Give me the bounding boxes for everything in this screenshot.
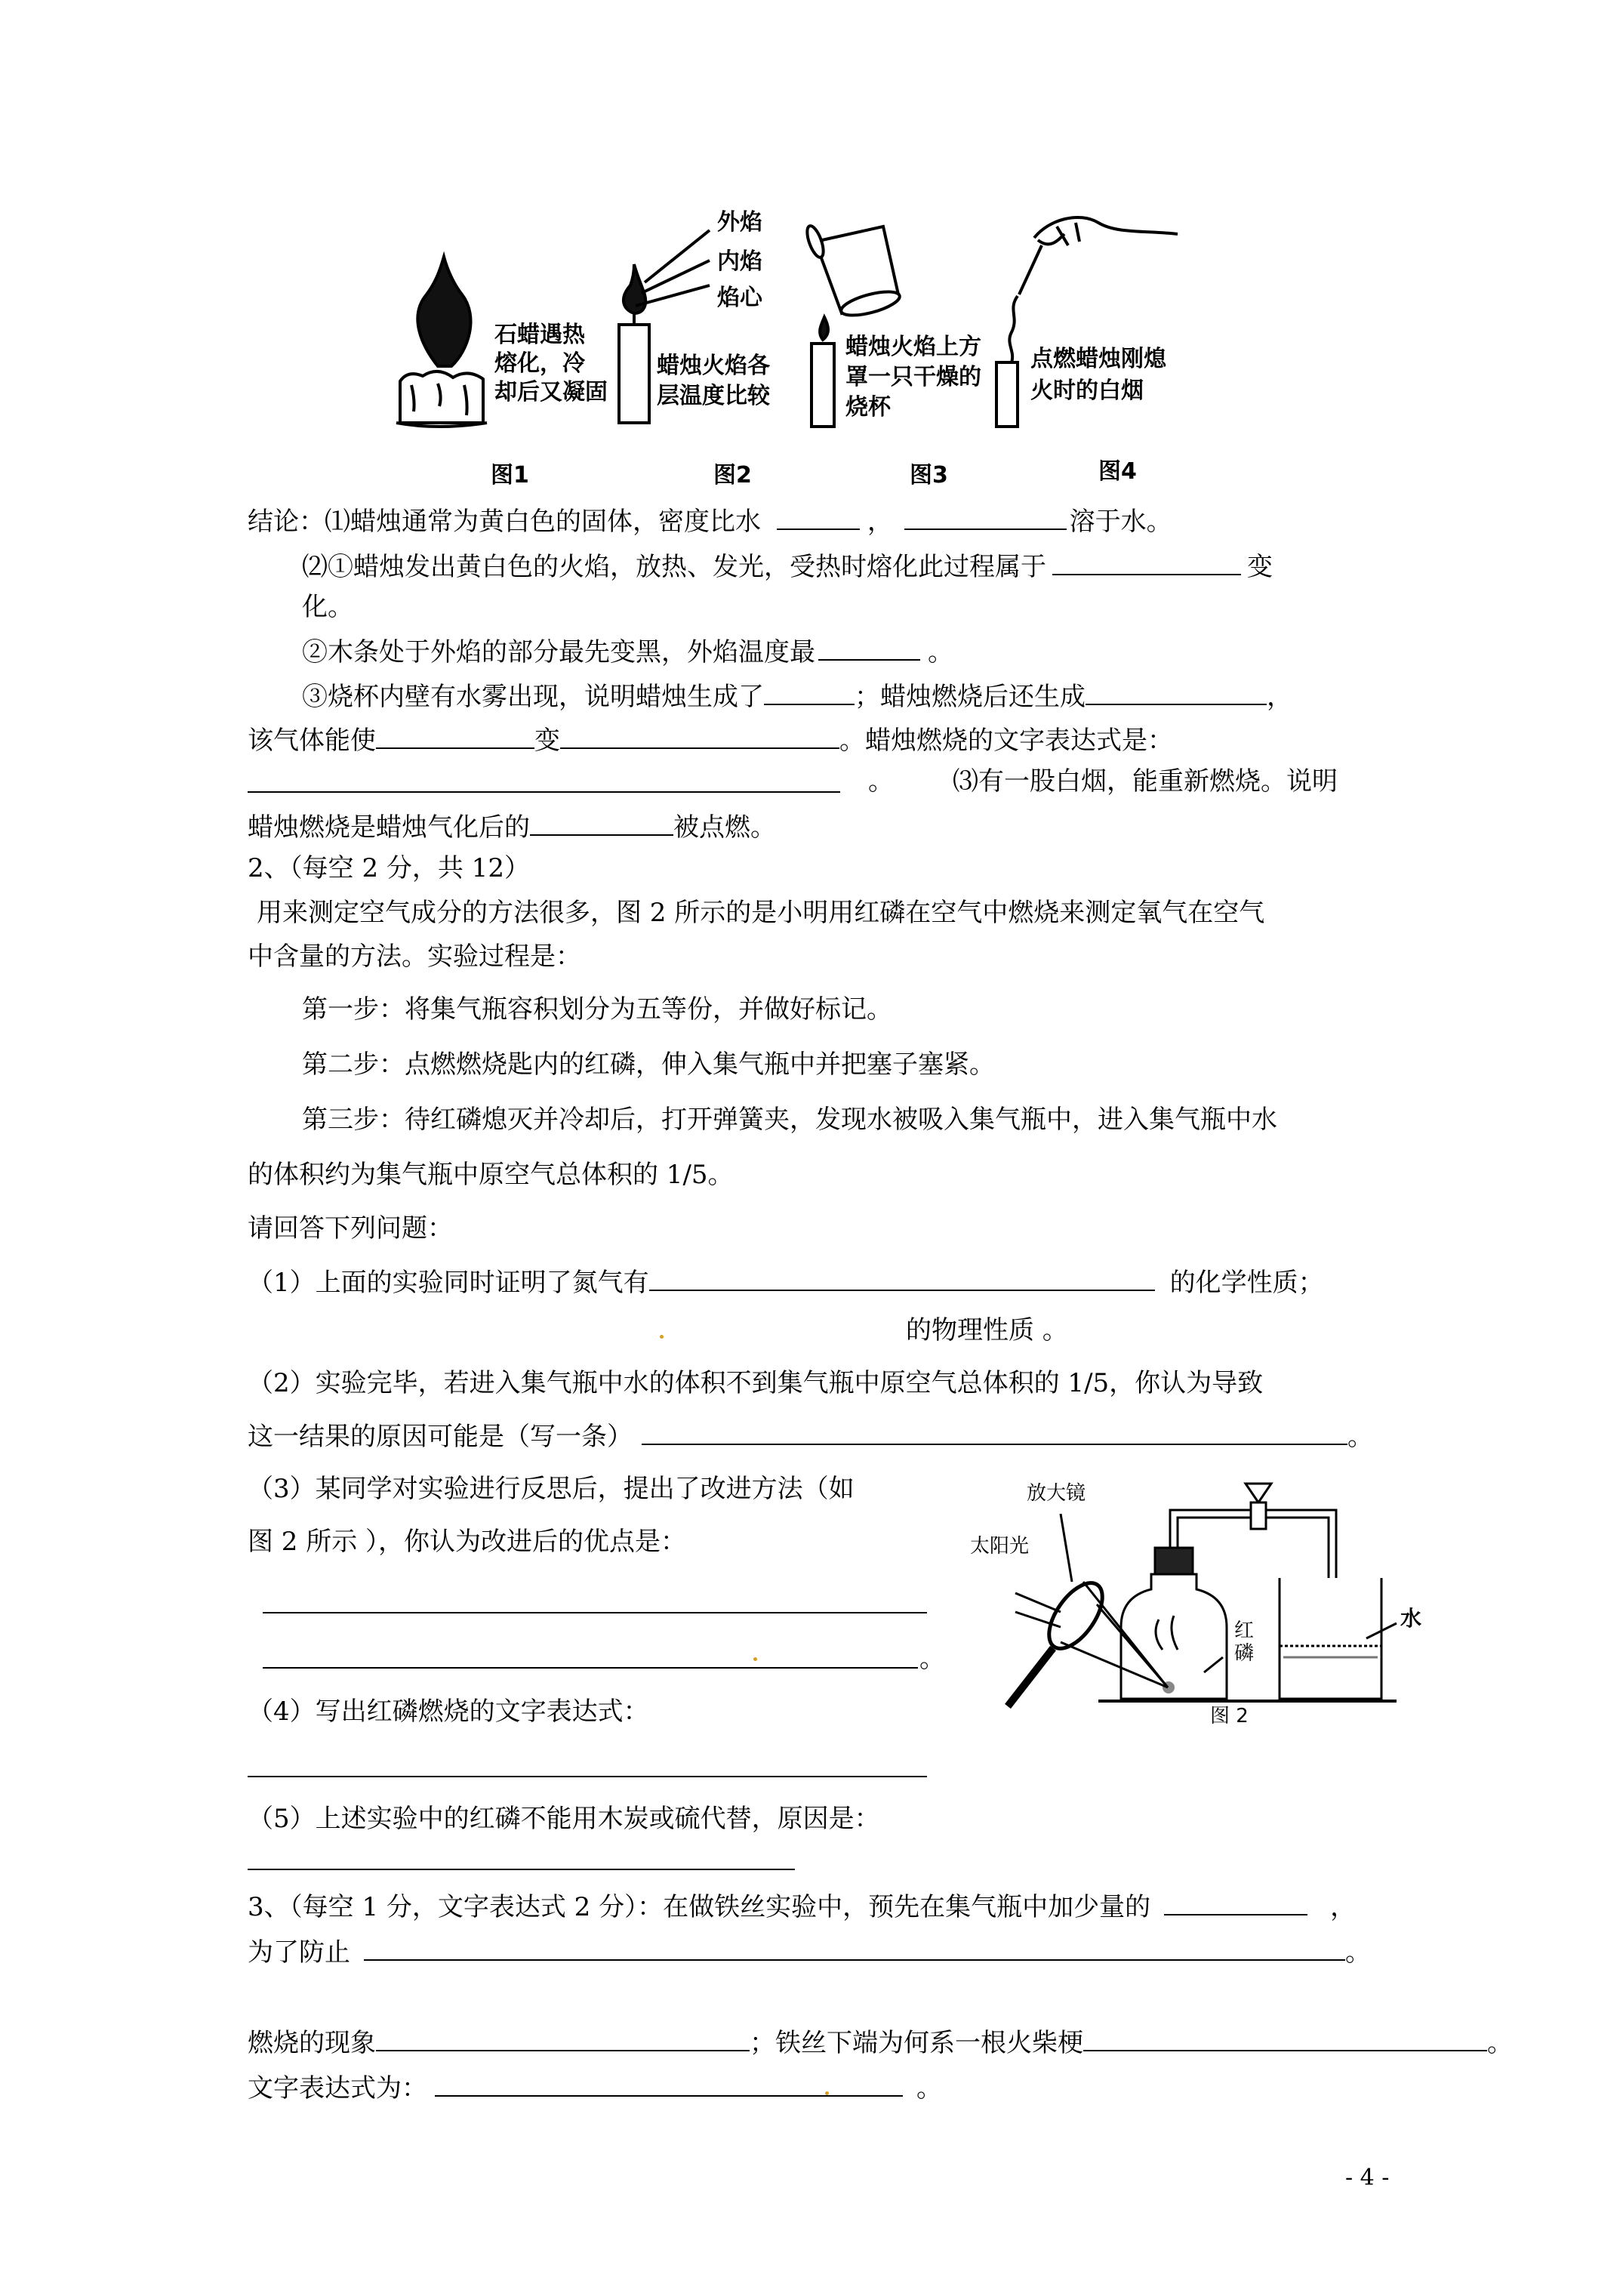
q3-line-4 [248,2073,942,2101]
text: 。 [1347,1422,1373,1452]
q2-sub5: （5）上述实验中的红磷不能用木炭或硫代替，原因是： [248,1804,880,1834]
answer-blank[interactable] [1086,681,1267,705]
answer-line[interactable] [263,1612,927,1613]
fig3-desc-line: 烧杯 [845,394,891,421]
conclusion-line-4 [302,636,953,665]
q2-sub3-line-1: （3）某同学对实验进行反思后，提出了改进方法（如 [248,1474,855,1504]
label-red-phosphorus [1234,1620,1254,1665]
q2-sub1-line-2: 的物理性质 。 [906,1315,1068,1345]
conclusion-line-7b: ⑶有一股白烟，能重新燃烧。说明 [953,766,1338,797]
text: 变 [1247,552,1273,582]
text: 蜡烛燃烧是蜡烛气化后的 [248,812,530,843]
label-water: 水 [1400,1606,1422,1631]
conclusion-line-7a: 。 [868,766,894,797]
answer-line[interactable] [263,1667,918,1669]
label-inner-flame: 内焰 [717,248,762,275]
text: 结论：⑴蜡烛通常为黄白色的固体，密度比水 [248,507,761,537]
stray-mark [660,1335,664,1339]
fig1-desc-line: 熔化，冷 [494,350,585,377]
q3-line-1 [248,1891,1356,1920]
q2-intro-2: 中含量的方法。实验过程是： [248,942,581,972]
fig3-desc-line: 罩一只干燥的 [845,364,981,390]
text: ⑵①蜡烛发出黄白色的火焰，放热、发光，受热时熔化此过程属于 [302,552,1046,582]
caption-fig2: 图2 [713,462,752,488]
conclusion-line-1 [248,506,1172,535]
q2-intro-1: 用来测定空气成分的方法很多，图 2 所示的是小明用红磷在空气中燃烧来测定氧气在空气 [257,898,1265,928]
answer-line[interactable] [248,1776,927,1777]
candle-figure [393,204,1208,430]
text: 3、（每空 1 分，文字表达式 2 分）：在做铁丝实验中，预先在集气瓶中加少量的 [248,1892,1151,1922]
conclusion-line-6 [248,725,1173,754]
fig1-desc-line: 却后又凝固 [494,379,608,405]
conclusion-line-5 [302,681,1292,710]
q2-sub4: （4）写出红磷燃烧的文字表达式： [248,1697,649,1727]
apparatus-drawing [970,1469,1438,1729]
fig4-desc-line: 点燃蜡烛刚熄 [1030,346,1166,372]
label-char: 磷 [1234,1642,1255,1665]
answer-blank[interactable] [777,506,860,530]
text: ②木条处于外焰的部分最先变黑，外焰温度最 [302,637,815,667]
text: 。 [916,2073,942,2103]
text: ， [1267,682,1292,712]
q2-step-1: 第一步：将集气瓶容积划分为五等份，并做好标记。 [302,994,892,1025]
answer-line[interactable] [248,1869,795,1870]
q2-sub3-line-2: 图 2 所示 ），你认为改进后的优点是： [248,1527,687,1557]
q2-sub2-line-2 [248,1421,1373,1450]
text: ；铁丝下端为何系一根火柴梗 [750,2028,1083,2058]
answer-blank[interactable] [530,812,673,836]
caption-figure-2: 图 2 [1210,1705,1249,1727]
q2-step-3a: 第三步：待红磷熄灭并冷却后，打开弹簧夹，发现水被吸入集气瓶中，进入集气瓶中水 [302,1105,1277,1135]
text: 为了防止 [248,1937,350,1968]
stray-mark [753,1657,757,1661]
caption-fig1: 图1 [491,462,529,488]
text: 。 [928,637,953,667]
fig3-desc-line: 蜡烛火焰上方 [845,334,981,360]
conclusion-line-8 [248,812,776,843]
text: 燃烧的现象 [248,2028,376,2058]
text: （1）上面的实验同时证明了氮气有 [248,1268,649,1298]
figure-2-apparatus [970,1469,1438,1729]
caption-fig3: 图3 [910,462,948,488]
q3-line-3 [248,2027,1513,2056]
q2-sub3-end: 。 [919,1644,945,1674]
answer-blank[interactable] [1083,2027,1487,2051]
label-flame-core: 焰心 [717,285,762,311]
q2-header: 2、（每空 2 分，共 12） [248,853,530,883]
page-number: - 4 - [1345,2165,1390,2191]
stray-mark [825,2091,829,2095]
q3-line-2 [248,1937,1371,1968]
q2-step-3b: 的体积约为集气瓶中原空气总体积的 1/5。 [248,1160,734,1190]
conclusion-line-2 [302,551,1273,580]
q2-prompt: 请回答下列问题： [248,1213,453,1244]
fig4-desc-line: 火时的白烟 [1030,378,1144,404]
text: 该气体能使 [248,726,376,756]
text: 。蜡烛燃烧的文字表达式是： [839,726,1173,756]
answer-blank[interactable] [642,1421,1347,1445]
label-magnifier: 放大镜 [1027,1482,1086,1505]
fig1-desc-line: 石蜡遇热 [494,322,585,348]
label-sunlight: 太阳光 [970,1535,1030,1558]
answer-blank[interactable] [1164,1891,1307,1915]
q2-sub2-line-1: （2）实验完毕，若进入集气瓶中水的体积不到集气瓶中原空气总体积的 1/5，你认为导致 [248,1368,1264,1398]
text: 变 [534,726,560,756]
text: ③烧杯内壁有水雾出现，说明蜡烛生成了 [302,682,764,712]
text: 被点燃。 [673,812,776,843]
fig2-desc-line: 层温度比较 [657,383,770,409]
fig4-description [1030,344,1166,407]
text: 溶于水。 [1069,507,1172,537]
answer-blank[interactable] [764,681,855,705]
answer-blank[interactable] [904,506,1067,530]
text: ， [1330,1892,1357,1922]
fig1-description [494,321,608,407]
caption-fig4: 图4 [1098,458,1137,485]
fig3-description [845,332,981,423]
answer-blank[interactable] [435,2073,903,2097]
q2-sub1-line-1 [248,1267,1324,1296]
text: ；蜡烛燃烧后还生成 [855,682,1086,712]
conclusion-line-3: 化。 [302,592,353,622]
text: 文字表达式为： [248,2073,427,2103]
answer-blank[interactable] [376,2027,750,2051]
answer-blank[interactable] [376,725,534,749]
text: ， [867,507,893,537]
answer-blank[interactable] [1052,551,1241,575]
answer-line[interactable] [248,791,840,793]
fig2-description [657,351,770,411]
answer-blank[interactable] [560,725,839,749]
text: 的化学性质； [1169,1268,1324,1298]
label-outer-flame: 外焰 [717,209,762,236]
text: 。 [1487,2028,1513,2058]
q2-step-2: 第二步：点燃燃烧匙内的红磷，伸入集气瓶中并把塞子塞紧。 [302,1049,995,1080]
text: 这一结果的原因可能是（写一条） [248,1422,633,1452]
text: 。 [1345,1937,1371,1968]
fig1-candle-melting-icon [396,257,487,427]
fig2-desc-line: 蜡烛火焰各 [657,353,770,379]
label-char: 红 [1234,1620,1255,1642]
answer-blank[interactable] [818,636,920,661]
answer-blank[interactable] [364,1937,1345,1961]
answer-blank[interactable] [649,1267,1155,1291]
